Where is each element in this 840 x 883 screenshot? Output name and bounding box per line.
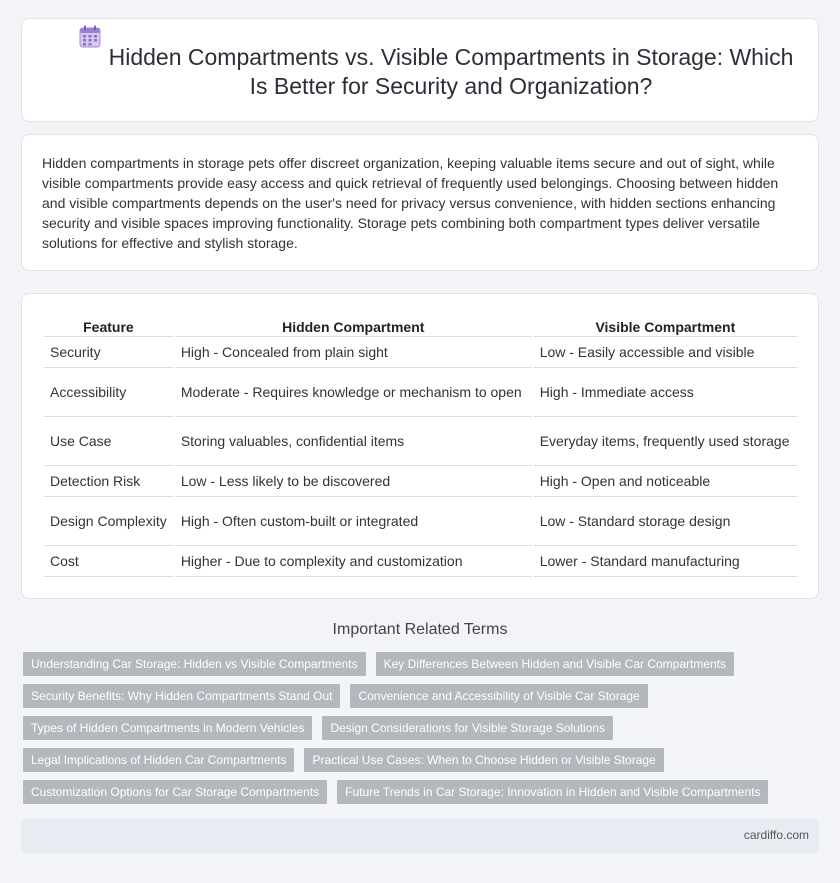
footer xyxy=(21,819,819,853)
table-cell-hidden: Moderate - Requires knowledge or mechanism to open xyxy=(175,368,532,417)
related-term-link[interactable]: Security Benefits: Why Hidden Compartments Stand Out xyxy=(23,684,340,708)
related-term-link[interactable]: Understanding Car Storage: Hidden vs Visible Compartments xyxy=(23,652,366,676)
related-terms-list xyxy=(23,652,803,812)
related-term-link[interactable]: Types of Hidden Compartments in Modern Vehicles xyxy=(23,716,312,740)
table-cell-feature: Cost xyxy=(44,546,173,577)
table-row xyxy=(44,546,797,577)
table-cell-feature: Security xyxy=(44,337,173,368)
table-header-row xyxy=(44,315,797,337)
column-header-hidden: Hidden Compartment xyxy=(175,315,532,337)
table-cell-visible: Low - Standard storage design xyxy=(534,497,797,546)
table-cell-feature: Design Complexity xyxy=(44,497,173,546)
table-cell-hidden: High - Concealed from plain sight xyxy=(175,337,532,368)
intro-paragraph: Hidden compartments in storage pets offer discreet organization, keeping valuable items secure and out of sight, while visible compartments provide easy access and quick retrieval of frequently used belongings. Choosing between hidden and visible compartments depends on the user's need for privacy versus convenience, with hidden sections enhancing security and visible spaces improving functionality. Storage pets combining both compartment types deliver versatile solutions for effective and stylish storage. xyxy=(42,155,779,251)
related-term-link[interactable]: Legal Implications of Hidden Car Compartments xyxy=(23,748,294,772)
table-cell-visible: Lower - Standard manufacturing xyxy=(534,546,797,577)
related-term-link[interactable]: Customization Options for Car Storage Compartments xyxy=(23,780,327,804)
table-cell-hidden: Higher - Due to complexity and customization xyxy=(175,546,532,577)
table-cell-hidden: Low - Less likely to be discovered xyxy=(175,466,532,497)
table-cell-feature: Use Case xyxy=(44,417,173,466)
table-cell-visible: High - Open and noticeable xyxy=(534,466,797,497)
table-cell-feature: Detection Risk xyxy=(44,466,173,497)
table-cell-feature: Accessibility xyxy=(44,368,173,417)
table-cell-hidden: Storing valuables, confidential items xyxy=(175,417,532,466)
related-term-link[interactable]: Key Differences Between Hidden and Visible Car Compartments xyxy=(376,652,734,676)
page-title: Hidden Compartments vs. Visible Compartments in Storage: Which Is Better for Security and Organization? xyxy=(108,44,794,99)
related-term-link[interactable]: Design Considerations for Visible Storage Solutions xyxy=(322,716,613,740)
footer-site-link[interactable]: cardiffo.com xyxy=(743,828,809,842)
table-cell-hidden: High - Often custom-built or integrated xyxy=(175,497,532,546)
table-cell-visible: High - Immediate access xyxy=(534,368,797,417)
related-term-link[interactable]: Future Trends in Car Storage: Innovation in Hidden and Visible Compartments xyxy=(337,780,768,804)
table-cell-visible: Everyday items, frequently used storage xyxy=(534,417,797,466)
table-row xyxy=(44,497,797,546)
comparison-table xyxy=(42,315,799,577)
table-row xyxy=(44,417,797,466)
title-card xyxy=(21,18,819,122)
table-cell-visible: Low - Easily accessible and visible xyxy=(534,337,797,368)
table-row xyxy=(44,337,797,368)
related-term-link[interactable]: Practical Use Cases: When to Choose Hidden or Visible Storage xyxy=(304,748,663,772)
related-term-link[interactable]: Convenience and Accessibility of Visible Car Storage xyxy=(350,684,647,708)
table-row xyxy=(44,368,797,417)
intro-card xyxy=(21,134,819,271)
comparison-table-card xyxy=(21,293,819,599)
column-header-visible: Visible Compartment xyxy=(534,315,797,337)
related-terms-heading: Important Related Terms xyxy=(332,621,508,638)
column-header-feature: Feature xyxy=(44,315,173,337)
table-row xyxy=(44,466,797,497)
